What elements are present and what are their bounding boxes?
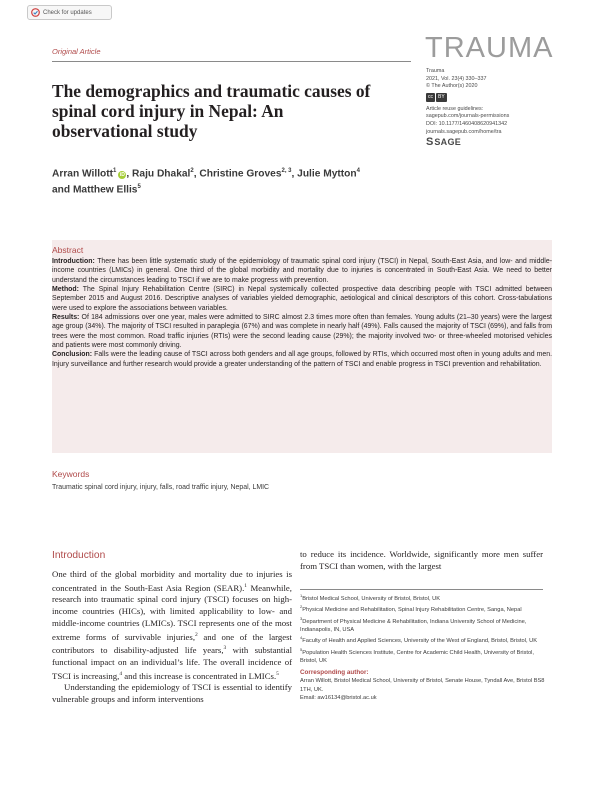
abstract-section-label: Conclusion: — [52, 351, 93, 359]
abstract-section-label: Introduction: — [52, 258, 95, 265]
cc-by-icon: BY — [438, 93, 445, 100]
introduction-paragraph: Understanding the epidemiology of TSCI is essential to identify vulnerable groups and inform interventions — [52, 682, 292, 705]
journal-line: Trauma — [426, 68, 445, 74]
citation-ref[interactable]: 4 — [119, 670, 123, 677]
corresponding-author-heading: Corresponding author: — [300, 669, 369, 677]
abstract-results — [52, 313, 552, 350]
body-text: One third of the global morbidity and mortality due to injuries is concentrated in the South-East Asia Region (SEAR). — [52, 569, 292, 593]
introduction-heading: Introduction — [52, 550, 106, 561]
cc-license-icon[interactable] — [426, 93, 576, 102]
author-name[interactable]: and Matthew Ellis — [52, 184, 138, 196]
keywords-heading: Keywords — [52, 469, 90, 479]
footnote-rule — [300, 589, 543, 590]
author-name[interactable]: Christine Groves — [199, 168, 282, 180]
article-type: Original Article — [52, 47, 101, 56]
journal-line: © The Author(s) 2020 — [426, 83, 478, 90]
affiliation-text: Physical Medicine and Rehabilitation, Spinal Injury Rehabilitation Centre, Sanga, Nepal — [302, 607, 522, 614]
introduction-column — [52, 550, 292, 706]
journal-info-line: Article reuse guidelines: — [426, 105, 484, 112]
body-text: and this increase is concentrated in LMICs. — [122, 670, 277, 681]
keywords-list: Traumatic spinal cord injury, injury, falls, road traffic injury, Nepal, LMIC — [52, 484, 270, 491]
author-separator: , — [193, 168, 200, 180]
abstract-section-text: Of 184 admissions over one year, males were admitted to SIRC almost 2.3 times more often than females. Young adults (21–30 years) were the largest age group (34%). The majority of TSCI resulted in paraplegia (67%) and was complete in nearly half (49%). Falls caused the majority of TSCI (69%), and falls from trees were the most common. Road traffic injuries (RTIs) were the second leading cause (29%); the majority involved two- or three-wheeled motorised vehicles and patients were most commonly driving. — [52, 314, 552, 350]
abstract-section-text: The Spinal Injury Rehabilitation Centre (SIRC) in Nepal systemically collected prospective data describing people with TSCI admitted between September 2015 and August 2016. Descriptive analyses of variables yielded demographic, aetiological and clinical descriptors of this cohort. Cross-tabulations were used to explore the associations between variables. — [52, 286, 552, 312]
abstract-section-label: Method: — [52, 286, 79, 294]
badge-label: Check for updates — [43, 9, 92, 16]
author-affiliation-ref: 5 — [137, 183, 141, 190]
publisher-logo — [426, 137, 576, 148]
corresponding-author-address: Arran Willott, Bristol Medical School, University of Bristol, Senate House, Tyndall Ave, Bristol BS8 1TH, UK. — [300, 678, 545, 693]
introduction-paragraph: to reduce its incidence. Worldwide, significantly more men suffer from TSCI than women, with the largest — [300, 549, 543, 571]
update-check-icon — [31, 8, 40, 17]
journal-logo: TRAUMA — [425, 32, 554, 64]
affiliation-number: 5 — [300, 646, 303, 652]
affiliation-item — [300, 634, 545, 645]
affiliation-text: Department of Physical Medicine & Rehabilitation, Indiana University School of Medicine, Indianapolis, IN, USA — [300, 618, 527, 633]
body-text: and one of the largest contributors to disability-adjusted life years, — [52, 631, 292, 656]
affiliation-number: 3 — [300, 615, 303, 621]
affiliation-text: Population Health Sciences Institute, Centre for Academic Child Health, University of Bristol, Bristol, UK — [300, 649, 534, 664]
abstract-section-text: There has been little systematic study of the epidemiology of traumatic spinal cord injury (TSCI) in Nepal, South-East Asia, and low- and middle-income countries (LMICs) in general. One third of the global morbidity and mortality due to injuries is concentrated in South-East Asia. We need to better understand the circumstances leading to TSCI if we are to make progress with prevention. — [52, 258, 552, 284]
header-rule — [52, 61, 411, 62]
author-affiliation-ref: 1 — [113, 168, 117, 174]
author-affiliation-ref: 2 — [190, 168, 194, 174]
journal-line: 2021, Vol. 23(4) 330–337 — [426, 75, 487, 82]
citation-ref[interactable]: 3 — [223, 645, 227, 652]
abstract-box — [52, 240, 552, 453]
cc-icon: cc — [428, 93, 433, 100]
affiliations — [300, 592, 545, 703]
journal-meta — [426, 68, 576, 148]
doi-link[interactable]: DOI: 10.1177/1460408620941342 — [426, 120, 508, 127]
author-list — [52, 165, 422, 197]
abstract-introduction — [52, 257, 552, 285]
citation-ref[interactable]: 5 — [276, 670, 279, 677]
author-separator: , — [126, 168, 133, 180]
permissions-link[interactable]: sagepub.com/journals-permissions — [426, 113, 510, 120]
affiliation-item — [300, 592, 545, 603]
affiliation-number: 1 — [300, 593, 303, 598]
affiliation-item — [300, 603, 545, 614]
introduction-continued — [300, 549, 543, 573]
author-affiliation-ref: 4 — [356, 168, 360, 174]
article-title: The demographics and traumatic causes of spinal cord injury in Nepal: An observational study — [52, 81, 371, 141]
author-affiliation-ref: 2, 3 — [281, 168, 292, 174]
orcid-icon[interactable]: iD — [119, 172, 125, 179]
abstract-heading: Abstract — [52, 245, 84, 255]
corresponding-author-email[interactable]: Email: aw16134@bristol.ac.uk — [300, 695, 377, 702]
affiliation-item — [300, 615, 545, 635]
journal-home-link[interactable]: journals.sagepub.com/home/tra — [426, 128, 502, 135]
affiliation-text: Faculty of Health and Applied Sciences, University of the West of England, Bristol, Bristol, UK — [302, 638, 538, 645]
affiliation-number: 4 — [300, 635, 303, 641]
publisher-name: SAGE — [434, 137, 462, 148]
abstract-conclusion — [52, 350, 552, 369]
abstract-section-label: Results: — [52, 314, 80, 322]
abstract-method — [52, 285, 552, 313]
affiliation-text: Bristol Medical School, University of Bristol, Bristol, UK — [302, 595, 441, 602]
sage-mark-icon: S — [426, 136, 434, 149]
body-text: with substantial functional impact on an individual’s life. The overall incidence of TSCI is increasing, — [52, 645, 293, 681]
affiliation-item — [300, 646, 545, 666]
body-text: Meanwhile, research into traumatic spinal cord injury (TSCI) focuses on high-income countries (HICs), with limited applicability to low- and middle-income countries (LMICs). TSCI represents one of the most extreme forms of survivable injuries, — [52, 582, 292, 642]
author-name[interactable]: Julie Mytton — [297, 168, 357, 180]
keywords-section — [52, 469, 552, 491]
author-name[interactable]: Arran Willott — [52, 168, 114, 180]
citation-ref[interactable]: 2 — [195, 631, 198, 638]
affiliation-number: 2 — [300, 604, 303, 610]
introduction-paragraph — [52, 569, 292, 682]
check-for-updates-badge[interactable] — [27, 5, 112, 20]
citation-ref[interactable]: 1 — [244, 582, 248, 589]
author-separator: , — [291, 168, 298, 180]
abstract-section-text: Falls were the leading cause of TSCI across both genders and all age groups, followed by RTIs, which occurred most often in young adults and men. Injury surveillance and further research would provide a greater understanding of the pattern of TSCI and enable progress in TSCI prevention and rehabilitation. — [52, 351, 552, 368]
author-name[interactable]: Raju Dhakal — [132, 168, 191, 180]
